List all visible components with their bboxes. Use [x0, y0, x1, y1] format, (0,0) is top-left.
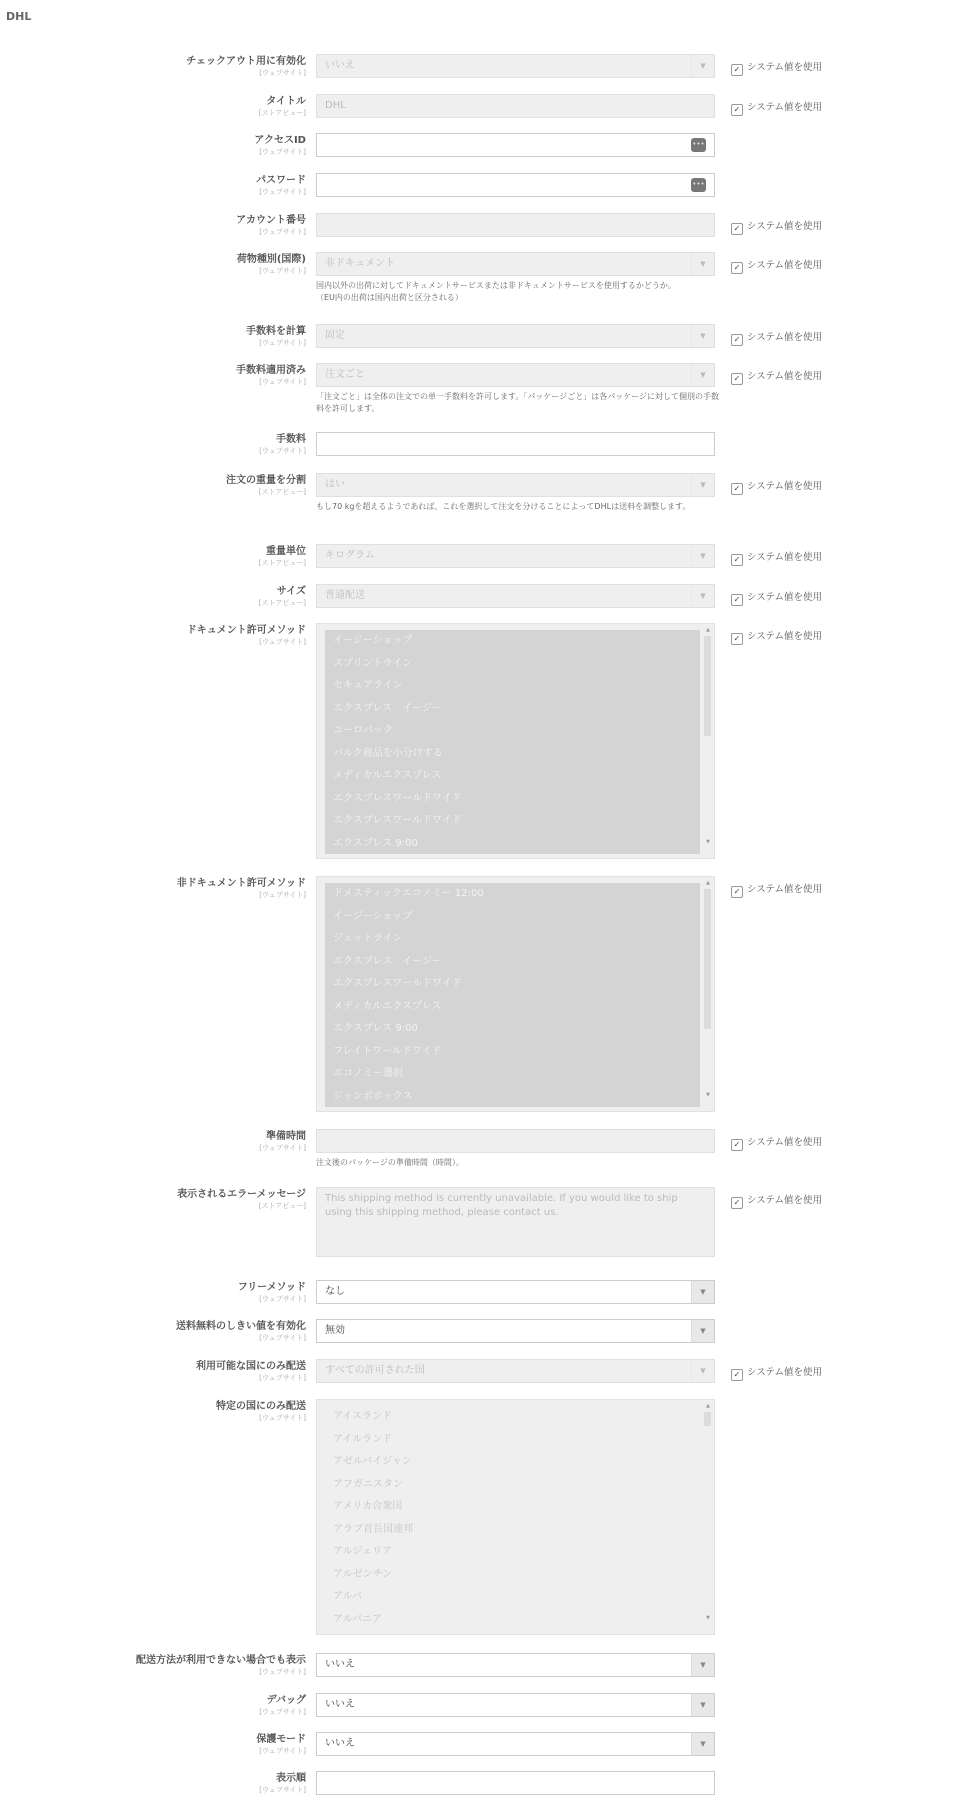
field-label: 送料無料のしきい値を有効化 — [176, 1321, 306, 1332]
field-scope: [ウェブサイト] — [259, 638, 306, 646]
field-scope: [ウェブサイト] — [259, 188, 306, 196]
list-option[interactable]: エクスプレス イージー — [333, 955, 442, 967]
chevron-down-icon: ▼ — [691, 474, 714, 496]
field-scope: [ストアビュー] — [258, 599, 306, 607]
field-label: アクセスID — [254, 135, 306, 146]
field-scope: [ウェブサイト] — [259, 1295, 306, 1303]
list-option[interactable]: アイスランド — [333, 1411, 392, 1422]
use-system-value-checkbox[interactable]: ✓ システム値を使用 — [731, 1134, 822, 1151]
field-scope: [ウェブサイト] — [259, 1786, 306, 1794]
use-system-value-checkbox[interactable]: ✓ システム値を使用 — [731, 368, 822, 385]
field-label: 手数料適用済み — [236, 365, 306, 376]
checkbox-checked-icon: ✓ — [731, 262, 743, 274]
field-label: 配送方法が利用できない場合でも表示 — [136, 1655, 306, 1666]
use-system-value-checkbox[interactable]: ✓ システム値を使用 — [731, 628, 822, 645]
field-label: 荷物種別(国際) — [236, 254, 306, 265]
field-label: タイトル — [266, 96, 306, 107]
sort-order-input[interactable] — [316, 1771, 715, 1795]
field-scope: [ウェブサイト] — [259, 228, 306, 236]
use-system-value-checkbox[interactable]: ✓ システム値を使用 — [731, 59, 822, 76]
field-scope: [ウェブサイト] — [259, 891, 306, 899]
chevron-down-icon: ▼ — [691, 1733, 714, 1755]
title-input[interactable]: DHL — [316, 94, 715, 118]
list-option[interactable]: セキュアライン — [333, 680, 403, 691]
list-option[interactable]: エコノミー選択 — [333, 1068, 403, 1079]
sandbox-mode-select[interactable]: いいえ ▼ — [316, 1732, 715, 1756]
chevron-down-icon: ▼ — [691, 364, 714, 386]
list-option[interactable]: エクスプレス 9:00 — [333, 1023, 418, 1034]
list-option[interactable]: アルジェリア — [333, 1546, 393, 1557]
use-system-value-checkbox[interactable]: ✓ システム値を使用 — [731, 1364, 822, 1381]
chevron-down-icon: ▼ — [691, 585, 714, 607]
checkbox-checked-icon: ✓ — [731, 1197, 743, 1209]
list-option[interactable]: ジェットライン — [333, 933, 403, 944]
field-label: 準備時間 — [266, 1131, 306, 1142]
show-method-unavailable-select[interactable]: いいえ ▼ — [316, 1653, 715, 1677]
field-label: 利用可能な国にのみ配送 — [196, 1361, 306, 1372]
chevron-down-icon: ▼ — [691, 1654, 714, 1676]
debug-select[interactable]: いいえ ▼ — [316, 1693, 715, 1717]
field-scope: [ウェブサイト] — [259, 1747, 306, 1755]
field-scope: [ストアビュー] — [258, 488, 306, 496]
ready-time-input[interactable] — [316, 1129, 715, 1153]
field-label: フリーメソッド — [237, 1282, 306, 1293]
field-label: デバッグ — [266, 1695, 306, 1706]
field-scope: [ウェブサイト] — [259, 447, 306, 455]
handling-calc-select[interactable]: 固定 ▼ — [316, 324, 715, 348]
scroll-up-icon[interactable]: ▲ — [706, 1403, 710, 1409]
chevron-down-icon: ▼ — [691, 325, 714, 347]
field-label: 表示されるエラーメッセージ — [177, 1189, 306, 1200]
field-scope: [ストアビュー] — [258, 559, 306, 567]
field-scope: [ウェブサイト] — [259, 1414, 306, 1422]
scrollbar-thumb[interactable] — [704, 889, 711, 1029]
field-label: 特定の国にのみ配送 — [216, 1401, 306, 1412]
field-scope: [ウェブサイト] — [259, 267, 306, 275]
use-system-value-checkbox[interactable]: ✓ システム値を使用 — [731, 549, 822, 566]
scroll-up-icon[interactable]: ▲ — [706, 880, 710, 886]
doc-methods-multiselect[interactable] — [316, 623, 715, 859]
weight-unit-select[interactable]: キログラム ▼ — [316, 544, 715, 568]
nondoc-methods-multiselect[interactable] — [316, 876, 715, 1112]
scrollbar-thumb[interactable] — [704, 1412, 711, 1426]
scroll-down-icon[interactable]: ▼ — [706, 839, 710, 845]
access-id-input[interactable] — [316, 133, 715, 157]
chevron-down-icon: ▼ — [691, 1360, 714, 1382]
field-label: 表示順 — [276, 1773, 306, 1784]
field-label: 手数料を計算 — [246, 326, 306, 337]
list-option[interactable]: エクスプレス 9:00 — [333, 837, 418, 849]
field-scope: [ウェブサイト] — [259, 1708, 306, 1716]
list-option[interactable]: メディカルエクスプレス — [333, 1000, 442, 1012]
checkbox-checked-icon: ✓ — [731, 483, 743, 495]
list-option[interactable]: エクスプレスワールドワイド — [333, 978, 462, 989]
chevron-down-icon: ▼ — [691, 545, 714, 567]
scroll-up-icon[interactable]: ▲ — [706, 627, 710, 633]
field-label: アカウント番号 — [236, 215, 306, 226]
field-note: 「注文ごと」は全体の注文での単一手数料を許可します。「パッケージごと」は各パッケージに対して個別の手数料を許可します。 — [316, 392, 720, 413]
field-scope: [ウェブサイト] — [259, 378, 306, 386]
free-method-select[interactable]: なし ▼ — [316, 1280, 715, 1304]
field-scope: [ウェブサイト] — [259, 148, 306, 156]
scrollbar[interactable] — [703, 879, 713, 1109]
list-option[interactable]: アルバ — [333, 1591, 362, 1602]
field-scope: [ストアビュー] — [258, 109, 306, 117]
scrollbar-thumb[interactable] — [704, 636, 711, 736]
chevron-down-icon: ▼ — [691, 1694, 714, 1716]
error-message-textarea[interactable]: This shipping method is currently unavailable. If you would like to ship using this shipping method, please contact us. — [316, 1187, 715, 1257]
checkbox-checked-icon: ✓ — [731, 334, 743, 346]
list-option[interactable]: メディカルエクスプレス — [333, 770, 442, 781]
enable-checkout-select[interactable]: いいえ ▼ — [316, 54, 715, 78]
field-note: もし70 kgを超えるようであれば、これを選択して注文を分けることによってDHLは送料を調整します。 — [316, 502, 691, 511]
list-option[interactable]: アイルランド — [333, 1433, 393, 1445]
checkbox-checked-icon: ✓ — [731, 1369, 743, 1381]
list-option[interactable]: エクスプレスワールドワイド — [333, 792, 462, 804]
password-manager-icon[interactable]: ••• — [691, 138, 706, 152]
field-note: 国内以外の出荷に対してドキュメントサービスまたは非ドキュメントサービスを使用するかどうか。 （EU内の出荷は国内出荷と区分される） — [316, 281, 676, 302]
password-manager-icon[interactable]: ••• — [691, 178, 706, 192]
field-note: 注文後のパッケージの準備時間（時間）。 — [316, 1158, 464, 1167]
account-number-input[interactable] — [316, 213, 715, 237]
checkbox-checked-icon: ✓ — [731, 633, 743, 645]
chevron-down-icon: ▼ — [691, 1281, 714, 1303]
list-option[interactable]: アラブ首長国連邦 — [333, 1523, 413, 1535]
field-scope: [ウェブサイト] — [259, 339, 306, 347]
handling-fee-input[interactable] — [316, 432, 715, 456]
field-scope: [ウェブサイト] — [259, 69, 306, 77]
list-option[interactable]: アルバニア — [333, 1613, 382, 1625]
field-label: 保護モード — [256, 1734, 306, 1745]
list-option[interactable]: バルク商品を小分けする — [333, 747, 443, 759]
use-system-value-checkbox[interactable]: ✓ システム値を使用 — [731, 478, 822, 495]
list-option[interactable]: ジャンボボックス — [333, 1090, 413, 1102]
list-option[interactable]: エクスプレスワールドワイド — [333, 815, 462, 826]
chevron-down-icon: ▼ — [691, 1320, 714, 1342]
field-label: 注文の重量を分割 — [226, 475, 306, 486]
section-title: DHL — [6, 10, 32, 23]
field-label: パスワード — [256, 175, 306, 186]
list-option[interactable]: フレイトワールドワイド — [333, 1045, 442, 1057]
checkbox-checked-icon: ✓ — [731, 104, 743, 116]
size-select[interactable]: 普通配送 ▼ — [316, 584, 715, 608]
chevron-down-icon: ▼ — [691, 55, 714, 77]
list-option[interactable]: イージーショップ — [333, 910, 413, 922]
list-option[interactable]: スプリントライン — [333, 657, 413, 669]
list-option[interactable]: エクスプレス イージー — [333, 702, 442, 714]
list-option[interactable]: アフガニスタン — [333, 1478, 403, 1490]
field-scope: [ウェブサイト] — [259, 1668, 306, 1676]
checkbox-checked-icon: ✓ — [731, 886, 743, 898]
scroll-down-icon[interactable]: ▼ — [706, 1615, 710, 1621]
chevron-down-icon: ▼ — [691, 253, 714, 275]
applicable-countries-select[interactable]: すべての許可された国 ▼ — [316, 1359, 715, 1383]
scrollbar[interactable] — [703, 626, 713, 856]
list-option[interactable]: イージーショップ — [333, 635, 413, 646]
list-option[interactable]: ドメスティックエコノミー 12:00 — [333, 888, 484, 899]
field-label: サイズ — [276, 586, 306, 597]
field-scope: [ウェブサイト] — [259, 1334, 306, 1342]
free-shipping-threshold-select[interactable]: 無効 ▼ — [316, 1319, 715, 1343]
checkbox-checked-icon: ✓ — [731, 64, 743, 76]
field-label: ドキュメント許可メソッド — [186, 625, 306, 636]
content-type-select[interactable]: 非ドキュメント ▼ — [316, 252, 715, 276]
field-label: 重量単位 — [266, 546, 306, 557]
specific-countries-multiselect[interactable] — [316, 1399, 715, 1635]
checkbox-checked-icon: ✓ — [731, 373, 743, 385]
use-system-value-checkbox[interactable]: ✓ システム値を使用 — [731, 881, 822, 898]
field-scope: [ストアビュー] — [258, 1202, 306, 1210]
field-scope: [ウェブサイト] — [259, 1144, 306, 1152]
checkbox-checked-icon: ✓ — [731, 594, 743, 606]
field-label: チェックアウト用に有効化 — [186, 56, 306, 67]
password-input[interactable] — [316, 173, 715, 197]
scroll-down-icon[interactable]: ▼ — [706, 1092, 710, 1098]
checkbox-checked-icon: ✓ — [731, 554, 743, 566]
use-system-value-checkbox[interactable]: ✓ システム値を使用 — [731, 257, 822, 274]
use-system-value-checkbox[interactable]: ✓ システム値を使用 — [731, 218, 822, 235]
use-system-value-checkbox[interactable]: ✓ システム値を使用 — [731, 99, 822, 116]
use-system-value-checkbox[interactable]: ✓ システム値を使用 — [731, 329, 822, 346]
list-option[interactable]: アメリカ合衆国 — [333, 1501, 403, 1512]
use-system-value-checkbox[interactable]: ✓ システム値を使用 — [731, 589, 822, 606]
list-option[interactable]: アゼルバイジャン — [333, 1456, 412, 1467]
list-option[interactable]: ユーロパック — [333, 725, 393, 736]
use-system-value-checkbox[interactable]: ✓ システム値を使用 — [731, 1192, 822, 1209]
field-scope: [ウェブサイト] — [259, 1374, 306, 1382]
list-option[interactable]: アルゼンチン — [333, 1568, 393, 1580]
checkbox-checked-icon: ✓ — [731, 223, 743, 235]
scrollbar[interactable] — [703, 1402, 713, 1632]
divide-weight-select[interactable]: はい ▼ — [316, 473, 715, 497]
field-label: 非ドキュメント許可メソッド — [176, 878, 306, 889]
handling-applied-select[interactable]: 注文ごと ▼ — [316, 363, 715, 387]
checkbox-checked-icon: ✓ — [731, 1139, 743, 1151]
field-label: 手数料 — [276, 434, 306, 445]
